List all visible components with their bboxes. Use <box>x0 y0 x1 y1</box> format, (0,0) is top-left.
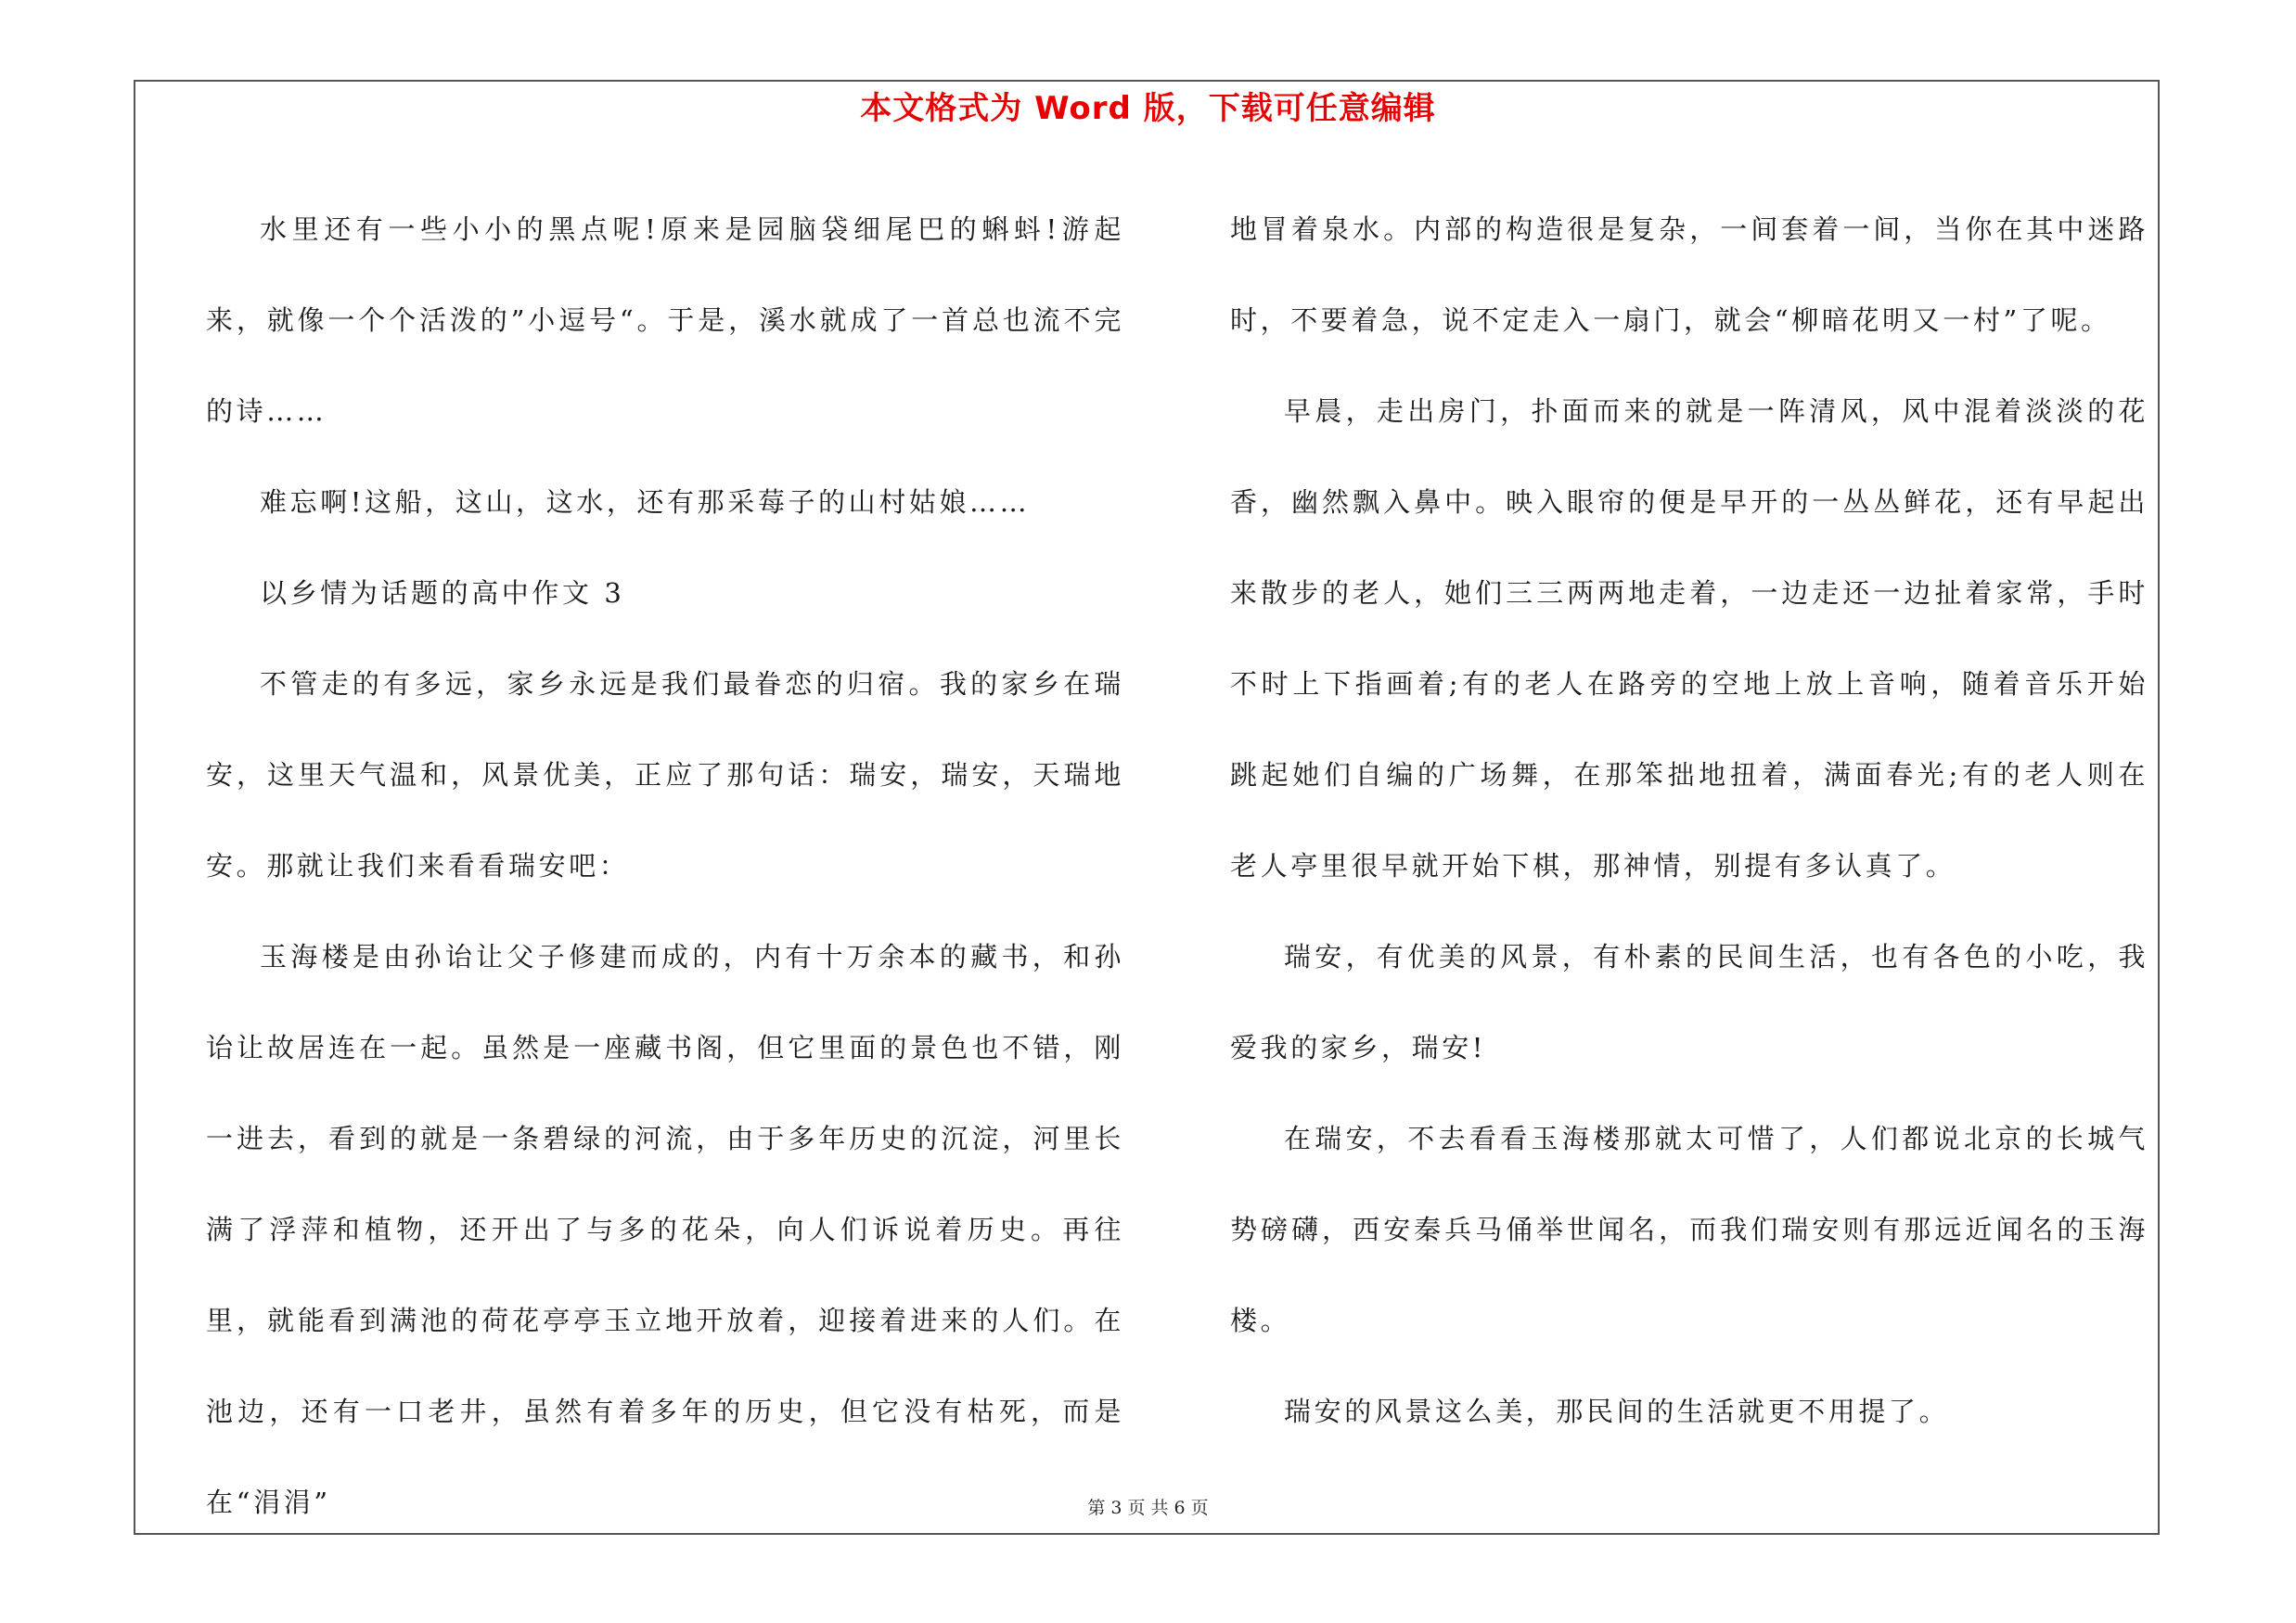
page-number-footer: 第 3 页 共 6 页 <box>1087 1498 1209 1518</box>
paragraph: 水里还有一些小小的黑点呢!原来是园脑袋细尾巴的蝌蚪!游起来，就像一个个活泼的”小逗号“。于是，溪水就成了一首总也流不完的诗…… <box>206 213 1124 427</box>
paragraph: 难忘啊!这船，这山，这水，还有那采莓子的山村姑娘…… <box>260 486 1031 518</box>
paragraph: 不管走的有多远，家乡永远是我们最眷恋的归宿。我的家乡在瑞安，这里天气温和，风景优美，正应了那句话：瑞安，瑞安，天瑞地安。那就让我们来看看瑞安吧： <box>206 668 1124 882</box>
paragraph: 在瑞安，不去看看玉海楼那就太可惜了，人们都说北京的长城气势磅礴，西安秦兵马俑举世闻名，而我们瑞安则有那远近闻名的玉海楼。 <box>1230 1123 2148 1336</box>
paragraph: 玉海楼是由孙诒让父子修建而成的，内有十万余本的藏书，和孙诒让故居连在一起。虽然是一座藏书阁，但它里面的景色也不错，刚一进去，看到的就是一条碧绿的河流，由于多年历史的沉淀，河里长满了浮萍和植物，还开出了与多的花朵，向人们诉说着历史。再往里，就能看到满池的荷花亭亭玉立地开放着，迎接着进来的人们。在池边，还有一口老井，虽然有着多年的历史，但它没有枯死，而是在“涓涓” <box>206 941 1124 1518</box>
format-banner: 本文格式为 Word 版，下载可任意编辑 <box>860 90 1436 127</box>
paragraph-continued: 地冒着泉水。内部的构造很是复杂，一间套着一间，当你在其中迷路时，不要着急，说不定走入一扇门，就会“柳暗花明又一村”了呢。 <box>1230 213 2148 336</box>
right-text-column <box>1230 184 2148 1457</box>
section-heading: 以乡情为话题的高中作文 3 <box>260 577 625 609</box>
paragraph: 早晨，走出房门，扑面而来的就是一阵清风，风中混着淡淡的花香，幽然飘入鼻中。映入眼帘的便是早开的一丛丛鲜花，还有早起出来散步的老人，她们三三两两地走着，一边走还一边扯着家常，手时不时上下指画着;有的老人在路旁的空地上放上音响，随着音乐开始跳起她们自编的广场舞，在那笨拙地扭着，满面春光;有的老人则在老人亭里很早就开始下棋，那神情，别提有多认真了。 <box>1230 395 2148 882</box>
paragraph: 瑞安，有优美的风景，有朴素的民间生活，也有各色的小吃，我爱我的家乡，瑞安! <box>1230 941 2148 1063</box>
left-text-column <box>206 184 1124 1548</box>
paragraph: 瑞安的风景这么美，那民间的生活就更不用提了。 <box>1284 1396 1950 1427</box>
